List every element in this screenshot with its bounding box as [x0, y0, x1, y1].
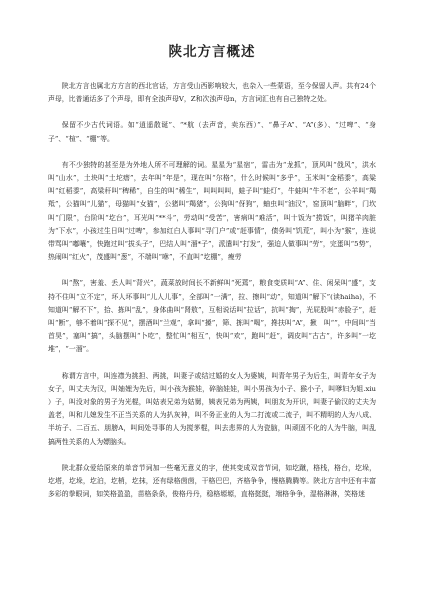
- paragraph-verbs: 叫“熬”，害羞、丢人叫“背兴”，蔬菜放时间长不新鲜叫“死蔫”，粮食变质叫“A”、住、闲呆叫“盛”，支持不住叫“立不定”，坏人坏事叫“儿人儿事”，全部叫“一满”，拉、擦叫“动”，知道叫“解下”(读haiha)，不知道叫“解不下”，拾、拣叫“乱”，身体曲叫“肾敖”，互相说话叫“拉话”，抗叫“掏”，光屁股叫“赤脸子”，赶叫“断”，够不着叫“探不见”，摆酒叫“兰观”，拿叫“搡”，筛、拣叫“喝”，搀扶叫“A”，揪 叫“”，中间叫“当首昊”，塞叫“搞”，头脑摆叫“卜吃”，整忙叫“相互”，快叫“欢”，跑叫“赶”，调皮叫“古古”，许多叫“一圪堆”，“一溜”。: [48, 279, 376, 354]
- page-title: 陕北方言概述: [168, 44, 256, 60]
- paragraph-ancient-words: 保留不少古代词语。如“逍遥散诞”、“*航（去声音，卖东西）”、“鼻子A”、“A”(多）、“过啤”、“身子”、“楦”、“棚”等。: [48, 121, 376, 143]
- paragraph-kinship-terms: 称谓方言中，叫连襟为挑担、两挑，叫妻子或结过婚的女人为婆姨，叫青年男子为后生，叫青年女子为女子，叫丈夫为汉，叫妯娌为先后，叫小孩为猴娃，碎脑娃娃，叫小男孩为小子、猴小子，叫嗲妇为姐.xiu ）子，叫没对象的男子为光棍，叫姑表兄弟为姑舅，姨表兄弟为两姨，叫朋友为开识，叫妻子偷汉的丈夫为盖老，叫和儿媳发生不正当关系的人为扒灰神，叫不务正业的人为二打流或二流子，叫不精明的人为八成、半坊子、二百五、朋膀A，叫间处寻事的人为搅茅棍，叫去悲界的人为瓷脑，叫顽固不化的人为牛脑，叫乱搞两性关系的人为嫖脑头。: [48, 371, 376, 446]
- paragraph-intro: 陕北方言也属北方方言的西北官话，方言受山西影响较大，也杂入一些蒙语，至今保留人声。共有24个声母，比普通话多了个声母，即有全浊声母V，Z和次浊声母n，方言词汇也有自己独特之处。: [48, 82, 376, 104]
- paragraph-unique-words: 有不少独特的甚至是为外地人所不可理解的词。星星为“星宿”，雷击为“龙抓”，顶风叫“戗风”，洪水叫“山水”，土块叫“土坨瘩”，去年叫“年是”，现在叫“尔格”，什么时候叫“多乎”，玉米叫“金稻黍”，高粱叫“红稻黍”，高梁秆叫“稗稀”，自生的叫“稀生”，叫叫叫叫，蛙子叫“蛙灯”，牛蛙叫“牛不老”，公羊叫“羯羝”，公猫叫“儿猫”，母猫叫“女猫”，公猪叫“羯猪”，公狗叫“伢狗”，蚰虫叫“油汉”，窑顶叫“脑畔”，门坎叫“门限”，台阶叫“圪台”，耳光叫“**斗”，劳动叫“受苦”，害病叫“难活”，叫十饭为“捞饭”，叫猪羊肉脏为“下水”，小孩过生日叫“过啤”，参加红白人事叫“寻门户”或“赶事情”，债务叫“饥荒”，叫小为“猴”，连说带骂叫“嘟嚷”，快跑过叫“拔头子”，巴结人叫“溜*子”，派遣叫“打发”，强迫人做事叫“劳”，完蛋叫“5势”，热闹叫“红火”，茂盛叫“葱”，不端叫“咻”，不直叫“圪棚”，瘦劳: [48, 160, 376, 262]
- paragraph-disyllabic-words: 陕北群众爱给原来的单音节词加一些毫无意义的字，使其变成双音节词，如圪蹴，格栈，格台，圪垛，圪塔，圪垛，圪泊，圪梢，圪抹，还有绿格茵茵，干格巴巴，齐格争争，慢格腾腾等。陕北方言中还有丰富多彩的拳眼词，如笑格盈盈，苗格条条，俊格丹丹，稳格塬塬，直格挺挺，端格争争，湿格淋淋，笑格迷: [48, 463, 376, 499]
